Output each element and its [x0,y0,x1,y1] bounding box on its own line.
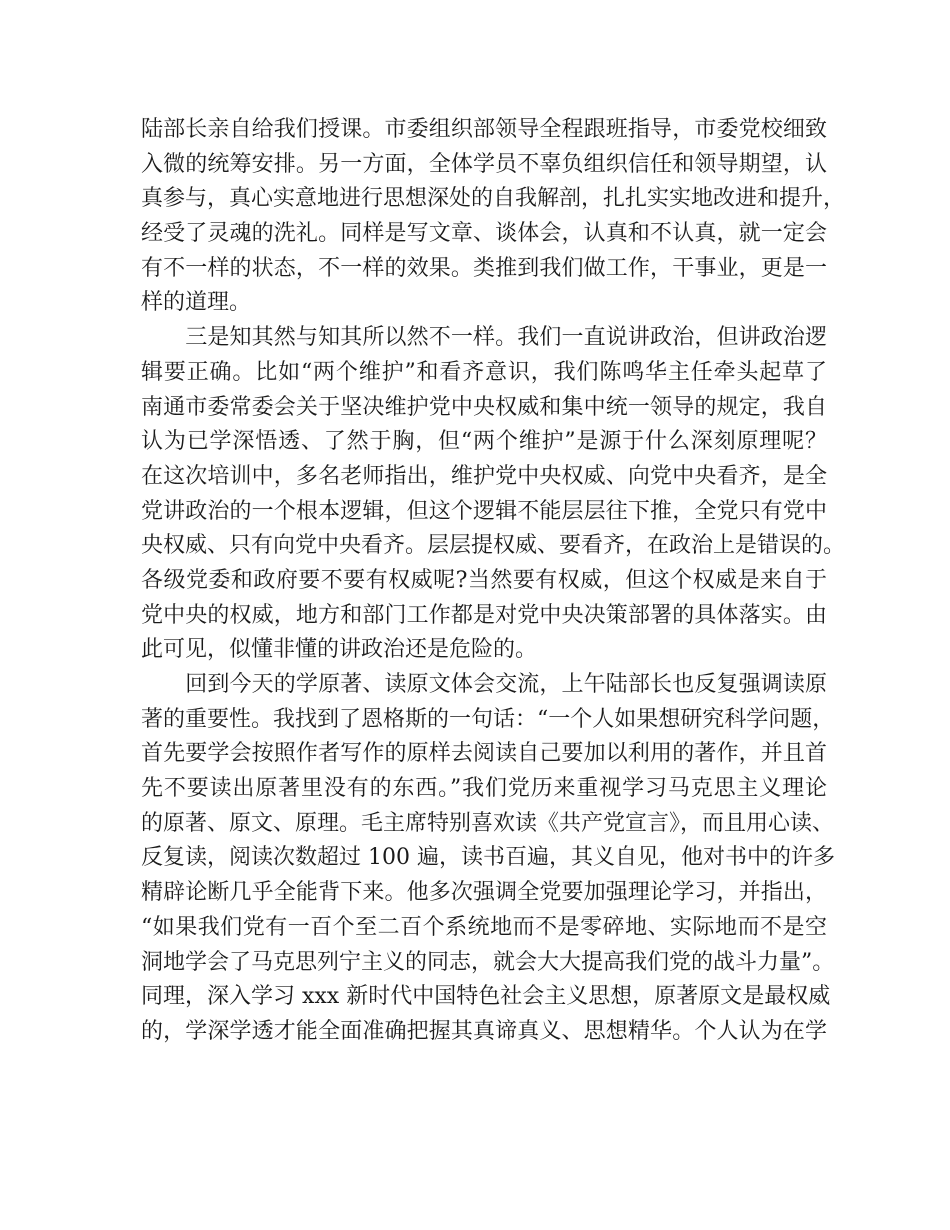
text-line: 各级党委和政府要不要有权威呢?当然要有权威，但这个权威是来自于 [141,567,827,593]
text-line: 在这次培训中，多名老师指出，维护党中央权威、向党中央看齐，是全 [141,463,827,489]
text-line: 陆部长亲自给我们授课。市委组织部领导全程跟班指导，市委党校细致 [141,117,827,142]
text-line: 样的道理。 [141,290,252,316]
text-line: 此可见，似懂非懂的讲政治还是危险的。 [141,637,538,663]
text-line: 南通市委常委会关于坚决维护党中央权威和集中统一领导的规定，我自 [141,394,827,420]
text-line: 经受了灵魂的洗礼。同样是写文章、谈体会，认真和不认真，就一定会 [141,221,827,247]
paragraph [141,668,835,1050]
text-line: 党中央的权威，地方和部门工作都是对党中央决策部署的具体落实。由 [141,602,827,628]
document-body [141,113,846,1050]
paragraph [141,113,846,321]
text-line: 有不一样的状态，不一样的效果。类推到我们做工作，干事业，更是一 [141,255,827,281]
text-line: “如果我们党有一百个至二百个系统地而不是零碎地、实际地而不是空 [141,914,827,940]
text-line: 的，学深学透才能全面准确把握其真谛真义、思想精华。个人认为在学 [141,1018,827,1044]
text-line: 洞地学会了马克思列宁主义的同志，就会大大提高我们党的战斗力量”。 [141,949,835,975]
text-line: 著的重要性。我找到了恩格斯的一句话：“一个人如果想研究科学问题， [141,706,835,732]
text-line: 入微的统筹安排。另一方面，全体学员不辜负组织信任和领导期望，认 [141,151,827,177]
text-line: 先不要读出原著里没有的东西。”我们党历来重视学习马克思主义理论 [141,776,827,802]
text-line: 同理，深入学习 xxx 新时代中国特色社会主义思想，原著原文是最权威 [141,984,831,1010]
text-line: 辑要正确。比如“两个维护”和看齐意识，我们陈鸣华主任牵头起草了 [141,359,827,385]
text-line: 首先要学会按照作者写作的原样去阅读自己要加以利用的著作，并且首 [141,741,827,767]
text-line: 真参与，真心实意地进行思想深处的自我解剖，扎扎实实地改进和提升， [141,186,846,212]
text-line: 央权威、只有向党中央看齐。层层提权威、要看齐，在政治上是错误的。 [141,533,846,559]
text-line: 回到今天的学原著、读原文体会交流，上午陆部长也反复强调读原 [141,672,827,697]
text-line: 党讲政治的一个根本逻辑，但这个逻辑不能层层往下推，全党只有党中 [141,498,827,524]
text-line: 反复读，阅读次数超过 100 遍，读书百遍，其义自见，他对书中的许多 [141,845,835,871]
text-line: 三是知其然与知其所以然不一样。我们一直说讲政治，但讲政治逻 [141,325,827,351]
paragraph [141,321,846,668]
text-line: 认为已学深悟透、了然于胸，但“两个维护”是源于什么深刻原理呢？ [141,429,827,455]
text-line: 精辟论断几乎全能背下来。他多次强调全党要加强理论学习，并指出， [141,880,827,906]
text-line: 的原著、原文、原理。毛主席特别喜欢读《共产党宣言》，而且用心读、 [141,810,835,836]
